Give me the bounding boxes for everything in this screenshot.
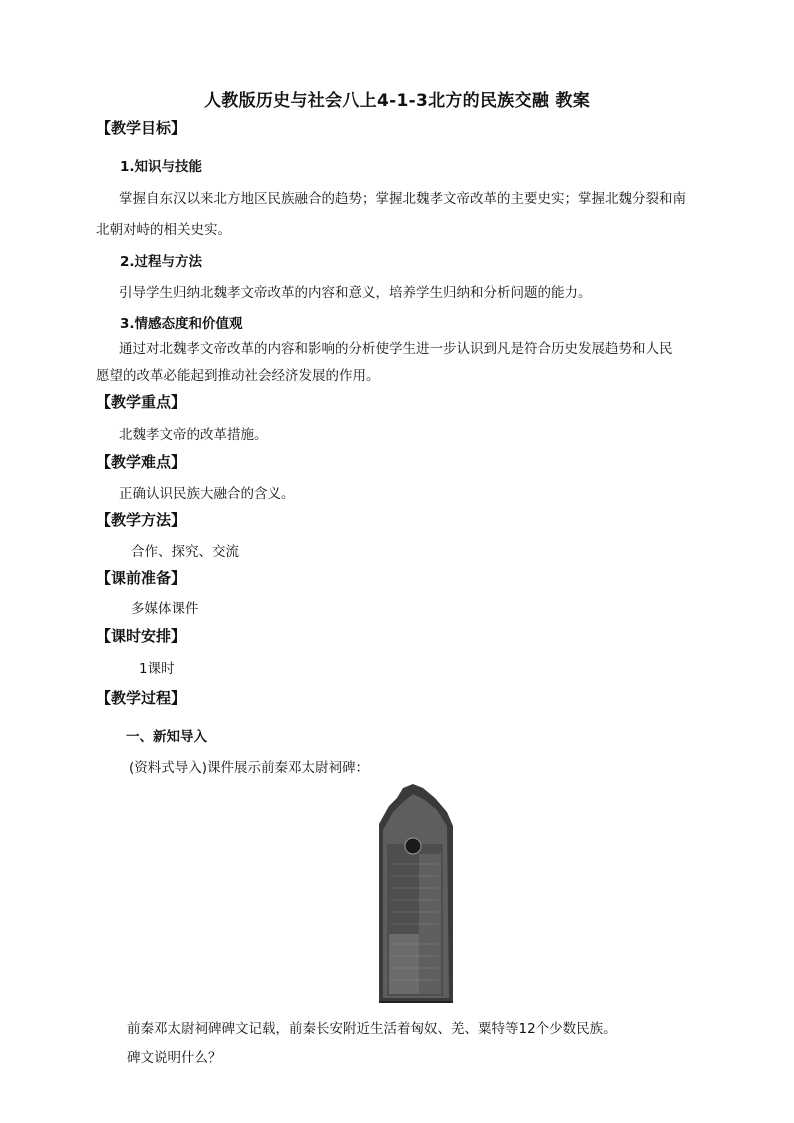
text-intro-material: (资料式导入)课件展示前秦邓太尉祠碑： [129,760,370,776]
text-schedule: 1课时 [139,661,175,677]
paragraph-attitude-line1: 通过对北魏孝文帝改革的内容和影响的分析使学生进一步认识到凡是符合历史发展趋势和人民 [119,341,673,357]
heading-teaching-goals: 【教学目标】 [96,119,187,137]
heading-difficulties: 【教学难点】 [96,453,187,471]
stele-image [373,784,457,1004]
heading-methods: 【教学方法】 [96,511,187,529]
text-key-points: 北魏孝文帝的改革措施。 [119,427,268,443]
paragraph-process-method: 引导学生归纳北魏孝文帝改革的内容和意义，培养学生归纳和分析问题的能力。 [119,285,592,301]
heading-preparation: 【课前准备】 [96,569,187,587]
subheading-new-knowledge-intro: 一、新知导入 [126,729,207,745]
subheading-attitude-values: 3.情感态度和价值观 [120,316,243,332]
question-stele: 碑文说明什么？ [127,1050,222,1066]
text-difficulties: 正确认识民族大融合的含义。 [119,486,295,502]
paragraph-knowledge-line1: 掌握自东汉以来北方地区民族融合的趋势；掌握北魏孝文帝改革的主要史实；掌握北魏分裂和南 [119,191,686,207]
paragraph-attitude-line2: 愿望的改革必能起到推动社会经济发展的作用。 [96,368,380,384]
document-title: 人教版历史与社会八上4-1-3北方的民族交融 教案 [203,91,590,111]
subheading-knowledge-skills: 1.知识与技能 [120,159,203,175]
paragraph-knowledge-line2: 北朝对峙的相关史实。 [96,222,231,238]
text-preparation: 多媒体课件 [131,601,199,617]
heading-teaching-process: 【教学过程】 [96,689,187,707]
heading-key-points: 【教学重点】 [96,393,187,411]
caption-stele: 前秦邓太尉祠碑碑文记载，前秦长安附近生活着匈奴、羌、粟特等12个少数民族。 [127,1021,617,1037]
heading-schedule: 【课时安排】 [96,627,187,645]
subheading-process-method: 2.过程与方法 [120,254,203,270]
text-methods: 合作、探究、交流 [131,544,239,560]
